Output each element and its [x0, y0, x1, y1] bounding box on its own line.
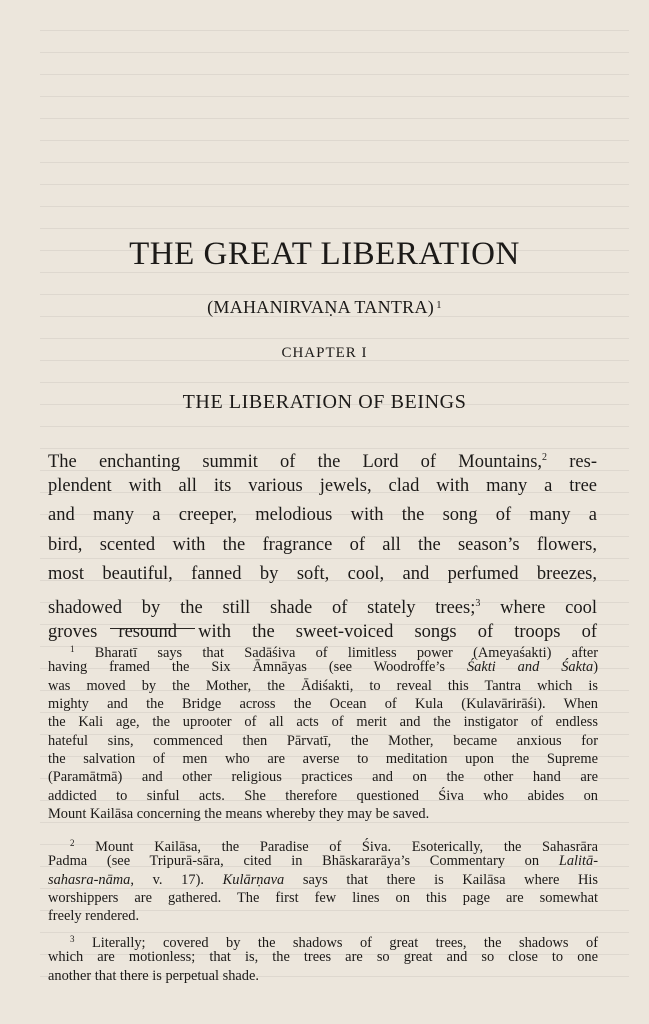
chapter-title: THE LIBERATION OF BEINGS: [182, 391, 467, 413]
body-line: and many a creeper, melodious with the song of many a: [48, 505, 597, 526]
footnote-3: $^3$ Literally; covered by the shadows of great trees, the shadows of which are motionless; that is, the trees are so great and so close to one another that there is perpetual shade.: [48, 934, 598, 984]
body-line: bird, scented with the fragrance of all the season’s flowers,: [48, 534, 597, 555]
body-line: most beautiful, fanned by soft, cool, and perfumed breezes,: [48, 563, 597, 584]
footnote-marker: 2: [70, 838, 75, 848]
subtitle: [0, 297, 649, 318]
subtitle-footnote-ref[interactable]: 1: [436, 299, 442, 311]
body-line: shadowed by the still shade of stately trees;$^3$ where cool: [48, 597, 597, 618]
chapter-label: CHAPTER I: [281, 345, 368, 361]
page-title: THE GREAT LIBERATION: [129, 236, 520, 272]
footnote-marker: 1: [70, 644, 75, 654]
body-text: [48, 443, 597, 647]
body-line: plendent with all its various jewels, clad with many a tree: [48, 476, 597, 497]
footnote-1: $^1$ Bharatī says that Sadāśiva of limitless power (Ameyaśakti) after having framed the Six Āmnāyas (see Woodroffe’s Śakti and Śakta) was moved by the Mother, the Ādiśakti, to reveal this Tantra which is mighty and the Bridge across the Ocean of Kula (Kulavārirāśi). When the Kali age, the uprooter of all acts of merit and the instigator of endless hateful sins, commenced then Pārvatī, the Mother, became anxious for the salvation of men who are averse to meditation upon the Supreme (Paramātmā) and other religious practices and on the other hand are addicted to sinful acts. She therefore questioned Śiva who abides on Mount Kailāsa concerning the means whereby they may be saved.: [48, 644, 598, 823]
footnote-2: $^2$ Mount Kailāsa, the Paradise of Śiva. Esoterically, the Sahasrāra Padma (see Tripurā-sāra, cited in Bhāskararāya’s Commentary on Lalitā- sahasra-nāma, v. 17). Kulārṇava says that there is Kailāsa where His worshippers are gathered. The first few lines on this page are somewhat freely rendered.: [48, 838, 599, 925]
body-line: groves resound with the sweet-voiced songs of troops of: [48, 622, 597, 643]
subtitle-text: (MAHANIRVAṆA TANTRA): [207, 297, 435, 317]
footnote-marker: 3: [70, 934, 75, 944]
footnote-rule: [110, 628, 195, 629]
body-line: The enchanting summit of the Lord of Mountains,$^2$ res-: [48, 452, 597, 472]
footnote-ref[interactable]: 3: [475, 597, 481, 609]
footnote-ref[interactable]: 2: [542, 452, 548, 463]
